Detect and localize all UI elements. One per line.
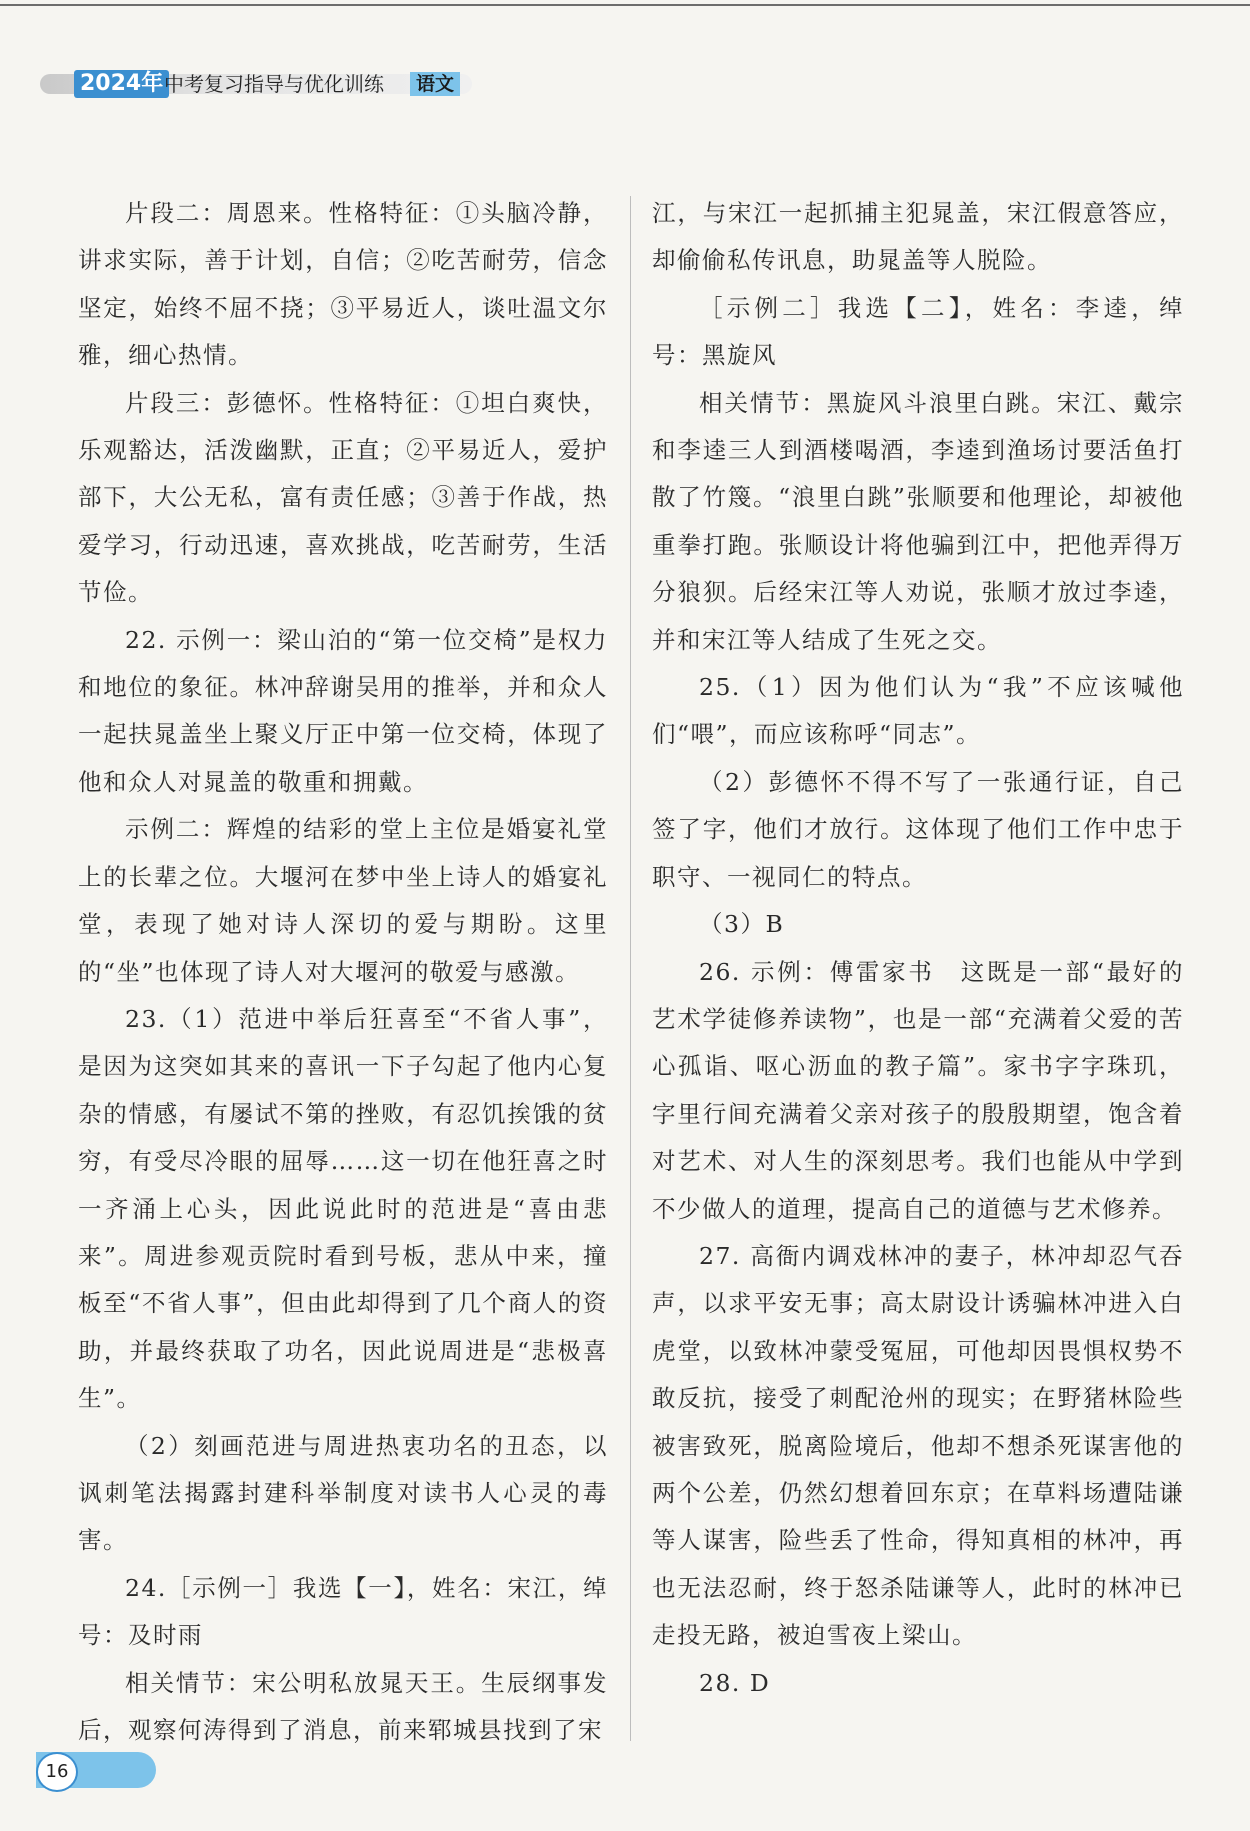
answer-paragraph: 相关情节：宋公明私放晁天王。生辰纲事发后，观察何涛得到了消息，前来郓城县找到了宋: [78, 1668, 608, 1744]
right-column: [652, 190, 1184, 1707]
page-number: 16: [36, 1752, 78, 1792]
header-year: 2024年: [74, 70, 169, 98]
answer-paragraph: 片段三：彭德怀。性格特征：①坦白爽快，乐观豁达，活泼幽默，正直；②平易近人，爱护部下，大公无私，富有责任感；③善于作战，热爱学习，行动迅速，喜欢挑战，吃苦耐劳，生活节俭。: [78, 388, 608, 607]
column-divider: [630, 196, 631, 1741]
answer-paragraph: （2）彭德怀不得不写了一张通行证，自己签了字，他们才放行。这体现了他们工作中忠于职守、一视同仁的特点。: [652, 767, 1184, 891]
answer-paragraph: 相关情节：黑旋风斗浪里白跳。宋江、戴宗和李逵三人到酒楼喝酒，李逵到渔场讨要活鱼打散了竹篾。“浪里白跳”张顺要和他理论，却被他重拳打跑。张顺设计将他骗到江中，把他弄得万分狼狈。后经宋江等人劝说，张顺才放过李逵，并和宋江等人结成了生死之交。: [652, 388, 1184, 654]
top-rule: [0, 4, 1250, 6]
answer-paragraph: 22. 示例一：梁山泊的“第一位交椅”是权力和地位的象征。林冲辞谢吴用的推举，并和众人一起扶晁盖坐上聚义厅正中第一位交椅，体现了他和众人对晁盖的敬重和拥戴。: [78, 625, 608, 796]
answer-paragraph: ［示例二］我选【二】，姓名：李逵，绰号：黑旋风: [652, 293, 1184, 370]
answer-paragraph: 25.（1）因为他们认为“我”不应该喊他们“喂”，而应该称呼“同志”。: [652, 673, 1184, 749]
answer-paragraph: 片段二：周恩来。性格特征：①头脑冷静，讲求实际，善于计划，自信；②吃苦耐劳，信念坚定，始终不屈不挠；③平易近人，谈吐温文尔雅，细心热情。: [78, 199, 608, 370]
answer-paragraph: 23.（1）范进中举后狂喜至“不省人事”，是因为这突如其来的喜讯一下子勾起了他内心复杂的情感，有屡试不第的挫败，有忍饥挨饿的贫穷，有受尽冷眼的屈辱……这一切在他狂喜之时一齐涌上心头，因此说此时的范进是“喜由悲来”。周进参观贡院时看到号板，悲从中来，撞板至“不省人事”，但由此却得到了几个商人的资助，并最终获取了功名，因此说周进是“悲极喜生”。: [78, 1004, 608, 1413]
header-subject: 语文: [410, 72, 460, 96]
running-header: [40, 70, 480, 98]
answer-paragraph: 27. 高衙内调戏林冲的妻子，林冲却忍气吞声，以求平安无事；高太尉设计诱骗林冲进入白虎堂，以致林冲蒙受冤屈，可他却因畏惧权势不敢反抗，接受了刺配沧州的现实；在野猪林险些被害致死，脱离险境后，他却不想杀死谋害他的两个公差，仍然幻想着回东京；在草料场遭陆谦等人谋害，险些丢了性命，得知真相的林冲，再也无法忍耐，终于怒杀陆谦等人，此时的林冲已走投无路，被迫雪夜上梁山。: [652, 1241, 1184, 1650]
answer-paragraph: 江，与宋江一起抓捕主犯晁盖，宋江假意答应，却偷偷私传讯息，助晁盖等人脱险。: [652, 199, 1184, 275]
answer-paragraph: 示例二：辉煌的结彩的堂上主位是婚宴礼堂上的长辈之位。大堰河在梦中坐上诗人的婚宴礼堂，表现了她对诗人深切的爱与期盼。这里的“坐”也体现了诗人对大堰河的敬爱与感激。: [78, 815, 608, 986]
answer-paragraph: 26. 示例：傅雷家书 这既是一部“最好的艺术学徒修养读物”，也是一部“充满着父爱的苦心孤诣、呕心沥血的教子篇”。家书字字珠玑，字里行间充满着父亲对孩子的殷殷期望，饱含着对艺术、对人生的深刻思考。我们也能从中学到不少做人的道理，提高自己的道德与艺术修养。: [652, 957, 1184, 1223]
answer-paragraph: （3）B: [699, 910, 785, 939]
answer-paragraph: 24.［示例一］我选【一】，姓名：宋江，绰号：及时雨: [78, 1573, 608, 1650]
header-title: 中考复习指导与优化训练: [164, 72, 384, 96]
answer-paragraph: （2）刻画范进与周进热衷功名的丑态，以讽刺笔法揭露封建科举制度对读书人心灵的毒害。: [78, 1431, 608, 1555]
answer-paragraph: 28. D: [699, 1668, 771, 1697]
left-column: [78, 190, 608, 1754]
